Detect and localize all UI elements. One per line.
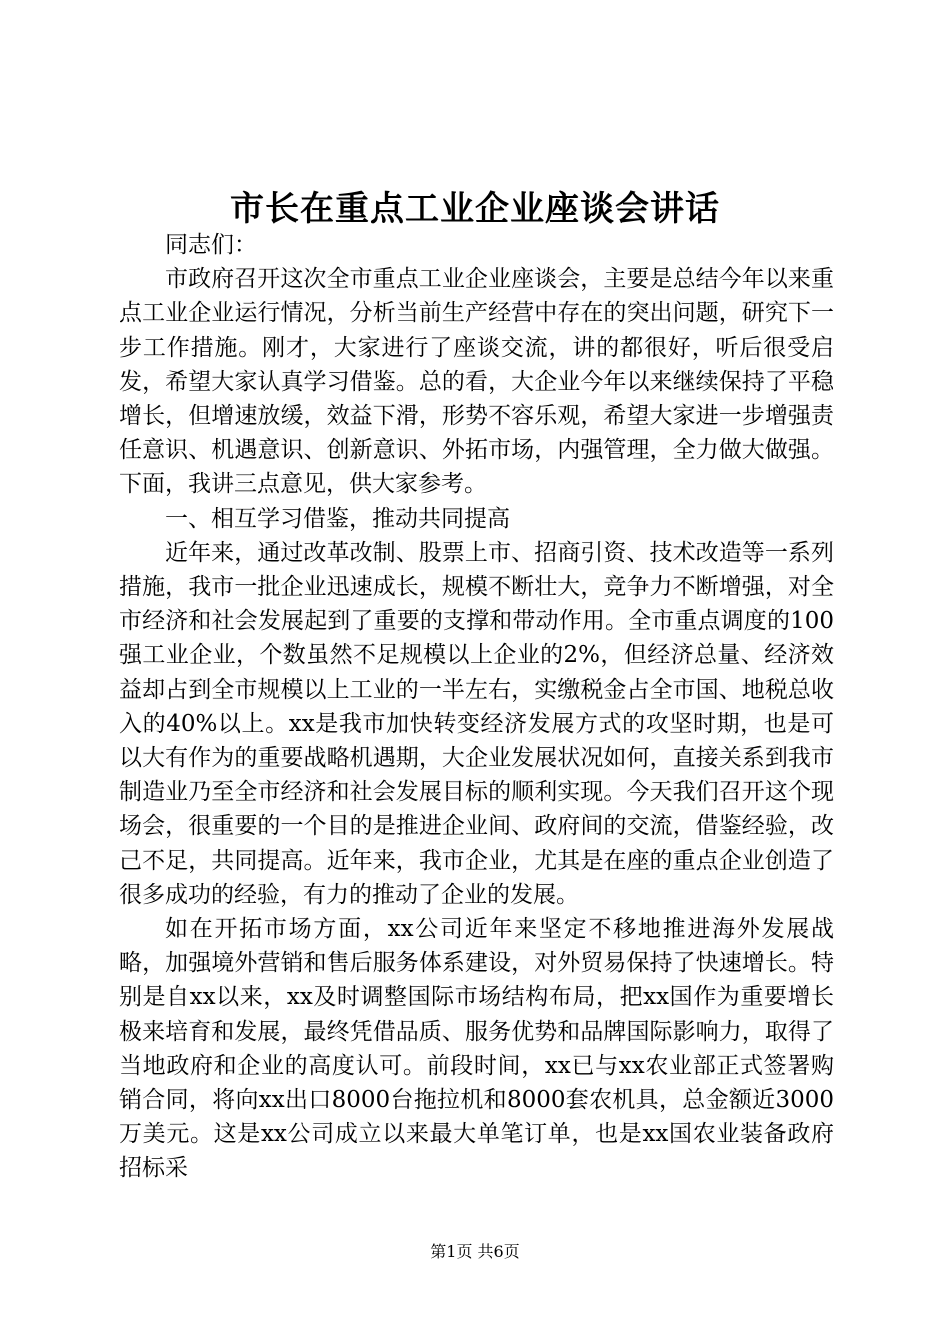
salutation: 同志们： bbox=[165, 232, 257, 258]
section-heading-1: 一、相互学习借鉴，推动共同提高 bbox=[165, 505, 510, 532]
paragraph-market: 如在开拓市场方面，xx公司近年来坚定不移地推进海外发展战略，加强境外营销和售后服务体系建设，对外贸易保持了快速增长。特别是自xx以来，xx及时调整国际市场结构布局，把xx国作为重要增长极来培育和发展，最终凭借品质、服务优势和品牌国际影响力，取得了当地政府和企业的高度认可。前段时间，xx已与xx农业部正式签署购销合同，将向xx出口8000台拖拉机和8000套农机具，总金额近3000万美元。这是xx公司成立以来最大单笔订单，也是xx国农业装备政府招标采 bbox=[119, 916, 834, 1182]
document-title: 市长在重点工业企业座谈会讲话 bbox=[230, 189, 720, 229]
page-footer: 第1页 共6页 bbox=[430, 1242, 520, 1261]
paragraph-section-1: 近年来，通过改革改制、股票上市、招商引资、技术改造等一系列措施，我市一批企业迅速成长，规模不断壮大，竞争力不断增强，对全市经济和社会发展起到了重要的支撑和带动作用。全市重点调度的100强工业企业，个数虽然不足规模以上企业的2%，但经济总量、经济效益却占到全市规模以上工业的一半左右，实缴税金占全市国、地税总收入的40%以上。xx是我市加快转变经济发展方式的攻坚时期，也是可以大有作为的重要战略机遇期，大企业发展状况如何，直接关系到我市制造业乃至全市经济和社会发展目标的顺利实现。今天我们召开这个现场会，很重要的一个目的是推进企业间、政府间的交流，借鉴经验，改己不足，共同提高。近年来，我市企业，尤其是在座的重点企业创造了很多成功的经验，有力的推动了企业的发展。 bbox=[119, 539, 834, 908]
paragraph-intro: 市政府召开这次全市重点工业企业座谈会，主要是总结今年以来重点工业企业运行情况，分析当前生产经营中存在的突出问题，研究下一步工作措施。刚才，大家进行了座谈交流，讲的都很好，听后很受启发，希望大家认真学习借鉴。总的看，大企业今年以来继续保持了平稳增长，但增速放缓，效益下滑，形势不容乐观，希望大家进一步增强责任意识、机遇意识、创新意识、外拓市场，内强管理，全力做大做强。下面，我讲三点意见，供大家参考。 bbox=[119, 266, 834, 498]
document-body bbox=[119, 228, 834, 1186]
